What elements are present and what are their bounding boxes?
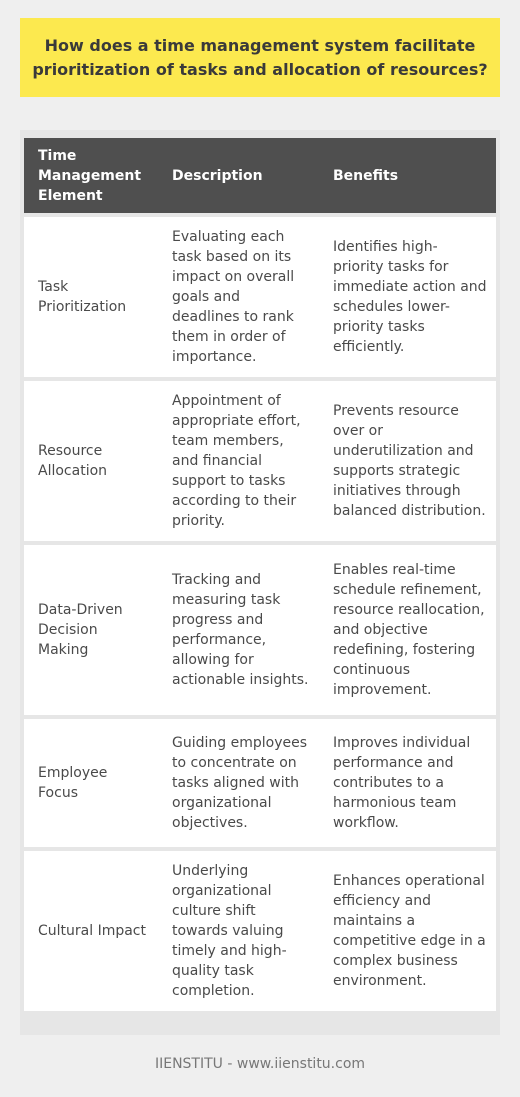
element-cell: Resource Allocation bbox=[24, 381, 158, 541]
table-row bbox=[24, 217, 496, 377]
benefits-cell: Prevents resource over or underutilization and supports strategic initiatives through balanced distribution. bbox=[319, 381, 496, 541]
description-cell: Guiding employees to concentrate on tasks aligned with organizational objectives. bbox=[158, 719, 319, 847]
page-title: How does a time management system facilitate prioritization of tasks and allocation of resources? bbox=[32, 35, 488, 79]
table-container bbox=[20, 130, 500, 1035]
benefits-cell: Enables real-time schedule refinement, resource reallocation, and objective redefining, fostering continuous improvement. bbox=[319, 545, 496, 715]
header-description: Description bbox=[158, 138, 319, 213]
element-cell: Employee Focus bbox=[24, 719, 158, 847]
element-cell: Task Prioritization bbox=[24, 217, 158, 377]
title-banner bbox=[20, 18, 500, 97]
benefits-cell: Identifies high-priority tasks for immediate action and schedules lower-priority tasks efficiently. bbox=[319, 217, 496, 377]
description-cell: Underlying organizational culture shift towards valuing timely and high-quality task completion. bbox=[158, 851, 319, 1011]
description-cell: Evaluating each task based on its impact on overall goals and deadlines to rank them in order of importance. bbox=[158, 217, 319, 377]
description-cell: Tracking and measuring task progress and performance, allowing for actionable insights. bbox=[158, 545, 319, 715]
table-row bbox=[24, 381, 496, 541]
header-benefits: Benefits bbox=[319, 138, 496, 213]
element-cell: Cultural Impact bbox=[24, 851, 158, 1011]
benefits-cell: Enhances operational efficiency and maintains a competitive edge in a complex business environment. bbox=[319, 851, 496, 1011]
footer-credit: IIENSTITU - www.iienstitu.com bbox=[154, 1056, 366, 1072]
table-row bbox=[24, 851, 496, 1011]
table-row bbox=[24, 545, 496, 715]
benefits-cell: Improves individual performance and contributes to a harmonious team workflow. bbox=[319, 719, 496, 847]
table-row bbox=[24, 719, 496, 847]
element-cell: Data-Driven Decision Making bbox=[24, 545, 158, 715]
time-management-table bbox=[24, 134, 496, 1015]
header-element: Time Management Element bbox=[24, 138, 158, 213]
table-header-row bbox=[24, 138, 496, 213]
description-cell: Appointment of appropriate effort, team members, and financial support to tasks according to their priority. bbox=[158, 381, 319, 541]
